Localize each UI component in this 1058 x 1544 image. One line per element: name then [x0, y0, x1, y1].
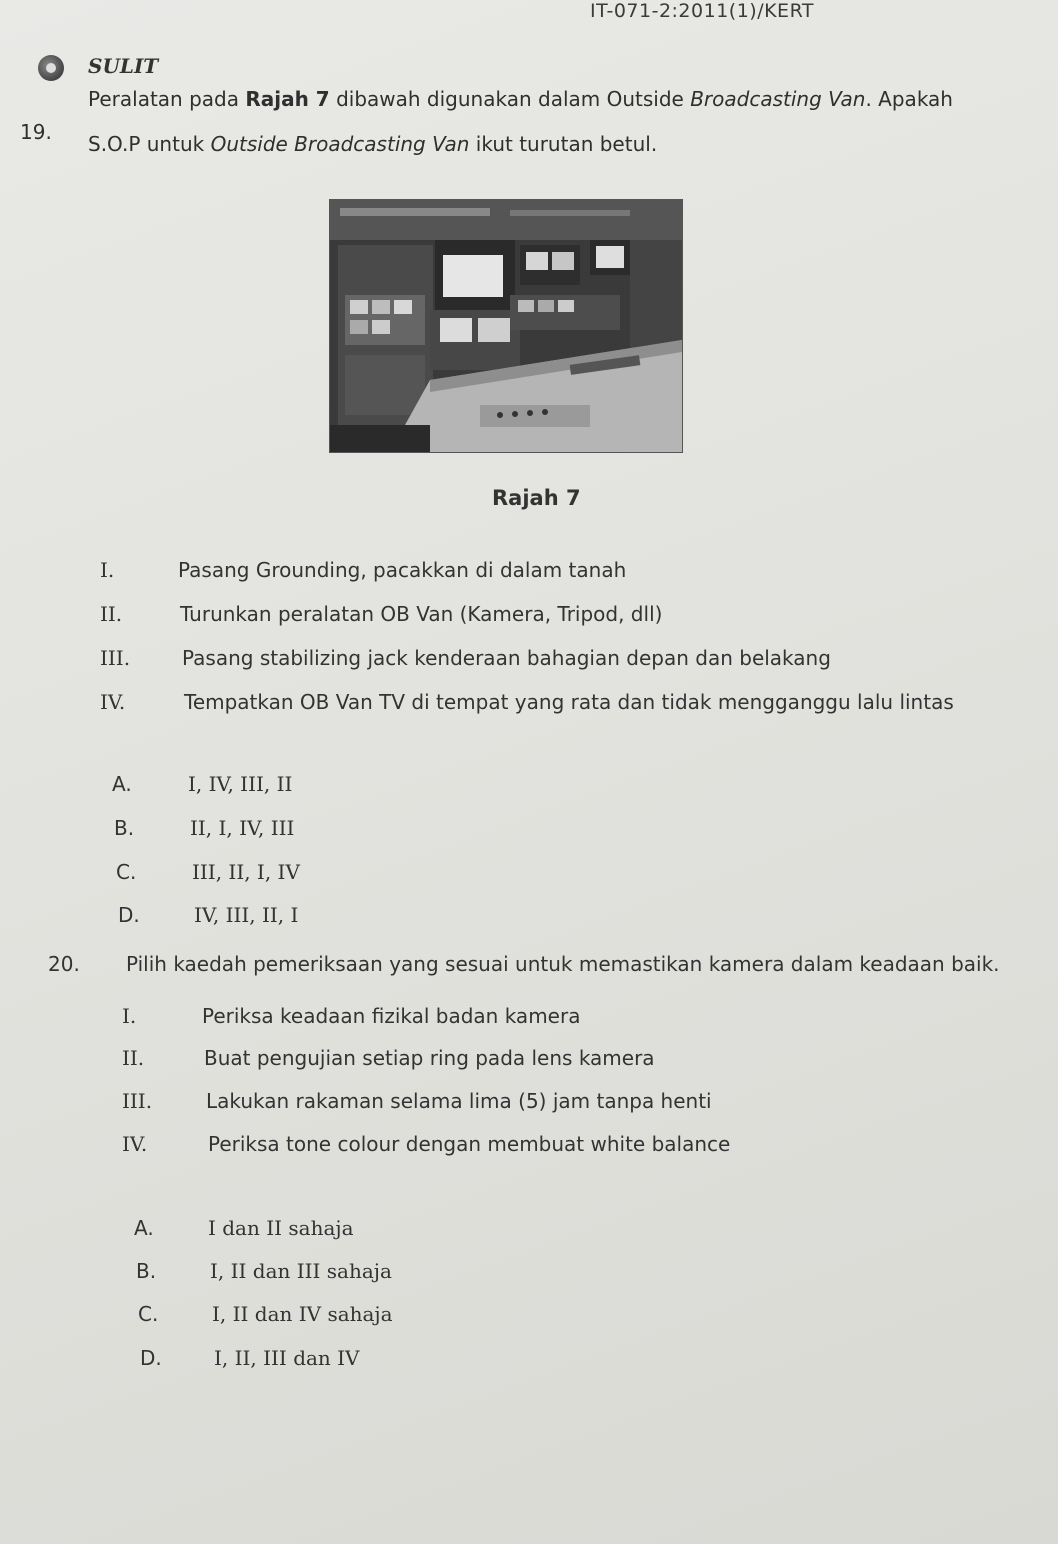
classification-label: SULIT: [88, 54, 159, 78]
q20-option-a: [134, 1216, 354, 1240]
q20-item-1-numeral: I.: [122, 1004, 137, 1028]
q20-item-4-numeral: IV.: [122, 1132, 148, 1156]
q20-item-4: [122, 1132, 730, 1156]
q19-text-2a: S.O.P untuk: [88, 132, 211, 156]
q19-figure-ref: Rajah 7: [245, 87, 330, 111]
q19-option-b: [114, 816, 294, 840]
q19-item-4-numeral: IV.: [100, 690, 126, 714]
q19-option-a: [112, 772, 292, 796]
q19-option-c-letter: C.: [116, 860, 137, 884]
q19-item-4: [100, 690, 954, 714]
q19-item-2-text: Turunkan peralatan OB Van (Kamera, Tripod, dll): [180, 602, 663, 626]
q19-item-3-numeral: III.: [100, 646, 131, 670]
q20-option-d: [140, 1346, 360, 1370]
q20-item-3-numeral: III.: [122, 1089, 153, 1113]
q20-item-4-text: Periksa tone colour dengan membuat white balance: [208, 1132, 731, 1156]
q20-option-a-letter: A.: [134, 1216, 154, 1240]
q20-option-b-value: I, II dan III sahaja: [210, 1259, 392, 1283]
q19-text-1d: Broadcasting Van: [690, 87, 866, 111]
q19-text-1c: dibawah digunakan dalam Outside: [329, 87, 691, 111]
q20-option-b-letter: B.: [136, 1259, 157, 1283]
q19-option-c: [116, 860, 300, 884]
q19-option-b-letter: B.: [114, 816, 135, 840]
q20-item-2-text: Buat pengujian setiap ring pada lens kamera: [204, 1046, 655, 1070]
q20-option-a-value: I dan II sahaja: [208, 1216, 354, 1240]
q20-option-b: [136, 1259, 392, 1283]
q20-item-1-text: Periksa keadaan fizikal badan kamera: [202, 1004, 581, 1028]
q19-item-1: [100, 558, 626, 582]
q20-option-d-value: I, II, III dan IV: [214, 1346, 360, 1370]
figure-caption: Rajah 7: [492, 486, 581, 510]
q19-item-2-numeral: II.: [100, 602, 123, 626]
q19-text-1a: Peralatan pada: [88, 87, 246, 111]
q19-text-1e: . Apakah: [865, 87, 953, 111]
q20-item-3: [122, 1089, 712, 1113]
q20-item-3-text: Lakukan rakaman selama lima (5) jam tanpa henti: [206, 1089, 712, 1113]
q19-item-1-numeral: I.: [100, 558, 115, 582]
question-19-line-2: [88, 129, 657, 159]
question-20-number: 20.: [48, 952, 80, 976]
q19-option-c-value: III, II, I, IV: [192, 860, 300, 884]
q19-item-2: [100, 602, 662, 626]
q20-option-c: [138, 1302, 393, 1326]
q19-option-d: [118, 903, 298, 927]
q19-option-d-value: IV, III, II, I: [194, 903, 299, 927]
q19-option-b-value: II, I, IV, III: [190, 816, 295, 840]
q19-option-d-letter: D.: [118, 903, 140, 927]
q19-option-a-value: I, IV, III, II: [188, 772, 293, 796]
q19-text-2c: ikut turutan betul.: [469, 132, 658, 156]
q19-item-3-text: Pasang stabilizing jack kenderaan bahagian depan dan belakang: [182, 646, 831, 670]
document-code: IT-071-2:2011(1)/KERT: [590, 0, 814, 22]
question-19-line-1: [88, 84, 953, 114]
question-20: [48, 952, 1000, 976]
q20-option-c-value: I, II dan IV sahaja: [212, 1302, 393, 1326]
q20-item-2-numeral: II.: [122, 1046, 145, 1070]
q19-item-4-text: Tempatkan OB Van TV di tempat yang rata dan tidak mengganggu lalu lintas: [184, 690, 954, 714]
question-20-text: Pilih kaedah pemeriksaan yang sesuai untuk memastikan kamera dalam keadaan baik.: [126, 952, 1000, 976]
ob-van-photo-illustration: [330, 200, 682, 452]
q20-option-d-letter: D.: [140, 1346, 162, 1370]
q20-item-1: [122, 1004, 580, 1028]
logo-icon: [38, 55, 64, 81]
q20-item-2: [122, 1046, 655, 1070]
q19-option-a-letter: A.: [112, 772, 132, 796]
q19-item-1-text: Pasang Grounding, pacakkan di dalam tanah: [178, 558, 627, 582]
question-19-number: 19.: [20, 120, 52, 144]
ob-van-control-room-photo: [330, 200, 682, 452]
q19-item-3: [100, 646, 831, 670]
q19-text-2b: Outside Broadcasting Van: [210, 132, 470, 156]
q20-option-c-letter: C.: [138, 1302, 159, 1326]
